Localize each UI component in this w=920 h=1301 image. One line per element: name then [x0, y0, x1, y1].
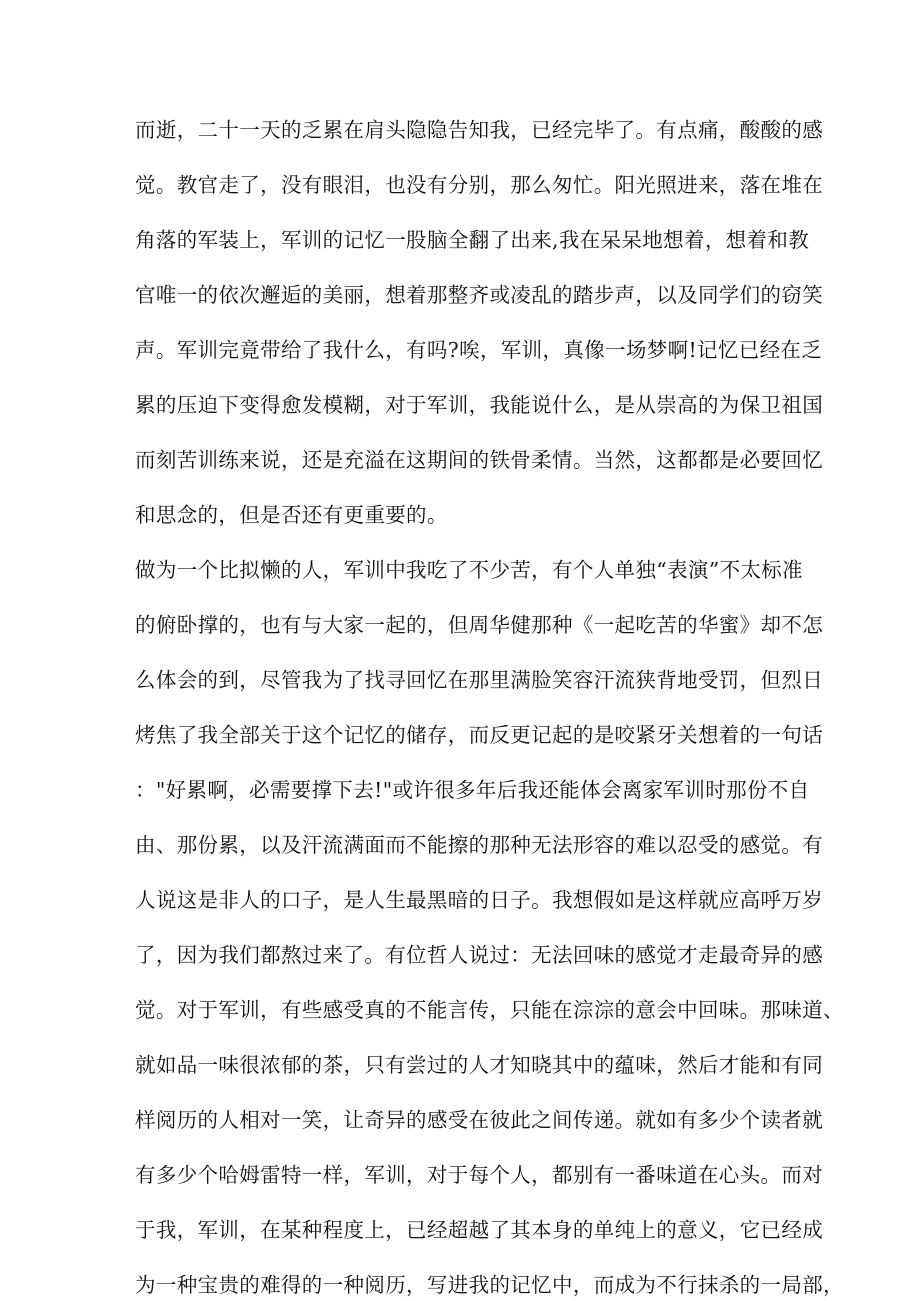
text-line: 觉。对于军训，有些感受真的不能言传，只能在淙淙的意会中回味。那味道、: [135, 998, 844, 1022]
text-line: 的俯卧撑的，也有与大家一起的，但周华健那种《一起吃苦的华蜜》却不怎: [135, 613, 824, 637]
text-line: 累的压迫下变得愈发模糊，对于军训，我能说什么，是从崇高的为保卫祖国: [135, 393, 824, 417]
text-line: 声。军训完竟带给了我什么，有吗?唉，军训，真像一场梦啊!记忆已经在乏: [135, 338, 823, 362]
text-line: 和思念的，但是否还有更重要的。: [135, 503, 448, 527]
text-line: 而逝，二十一天的乏累在肩头隐隐告知我，已经完毕了。有点痛，酸酸的感: [135, 118, 824, 142]
text-line: 就如品一味很浓郁的茶，只有尝过的人才知晓其中的蕴味，然后才能和有同: [135, 1053, 824, 1077]
text-line: 由、那份累，以及汗流满面而不能擦的那种无法形容的难以忍受的感觉。有: [135, 833, 824, 857]
text-line: 烤焦了我全部关于这个记忆的储存，而反更记起的是咬紧牙关想着的一句话: [135, 723, 824, 747]
text-line: ："好累啊，必需要撑下去!"或许很多年后我还能体会离家军训时那份不自: [135, 778, 810, 802]
text-line: 觉。教官走了，没有眼泪，也没有分别，那么匆忙。阳光照进来，落在堆在: [135, 173, 824, 197]
text-line: 为一种宝贵的难得的一种阅历，写进我的记忆中，而成为不行抹杀的一局部，: [135, 1273, 844, 1297]
text-line: 官唯一的依次邂逅的美丽，想着那整齐或凌乱的踏步声，以及同学们的窃笑: [135, 283, 824, 307]
text-line: 了，因为我们都熬过来了。有位哲人说过：无法回味的感觉才走最奇异的感: [135, 943, 824, 967]
text-line: 于我，军训，在某种程度上，已经超越了其本身的单纯上的意义，它已经成: [135, 1218, 824, 1242]
text-line: 有多少个哈姆雷特一样，军训，对于每个人，都别有一番味道在心头。而对: [135, 1163, 824, 1187]
text-line: 人说这是非人的口子，是人生最黑暗的日子。我想假如是这样就应高呼万岁: [135, 888, 824, 912]
text-line: 做为一个比拟懒的人，军训中我吃了不少苦，有个人单独“表演”不太标准: [135, 558, 804, 582]
text-line: 么体会的到，尽管我为了找寻回忆在那里满脸笑容汗流狭背地受罚，但烈日: [135, 668, 824, 692]
text-line: 而刻苦训练来说，还是充溢在这期间的铁骨柔情。当然，这都都是必要回忆: [135, 448, 824, 472]
text-line: 角落的军装上，军训的记忆一股脑全翻了出来,我在呆呆地想着，想着和教: [135, 228, 810, 252]
text-line: 样阅历的人相对一笑，让奇异的感受在彼此之间传递。就如有多少个读者就: [135, 1108, 824, 1132]
